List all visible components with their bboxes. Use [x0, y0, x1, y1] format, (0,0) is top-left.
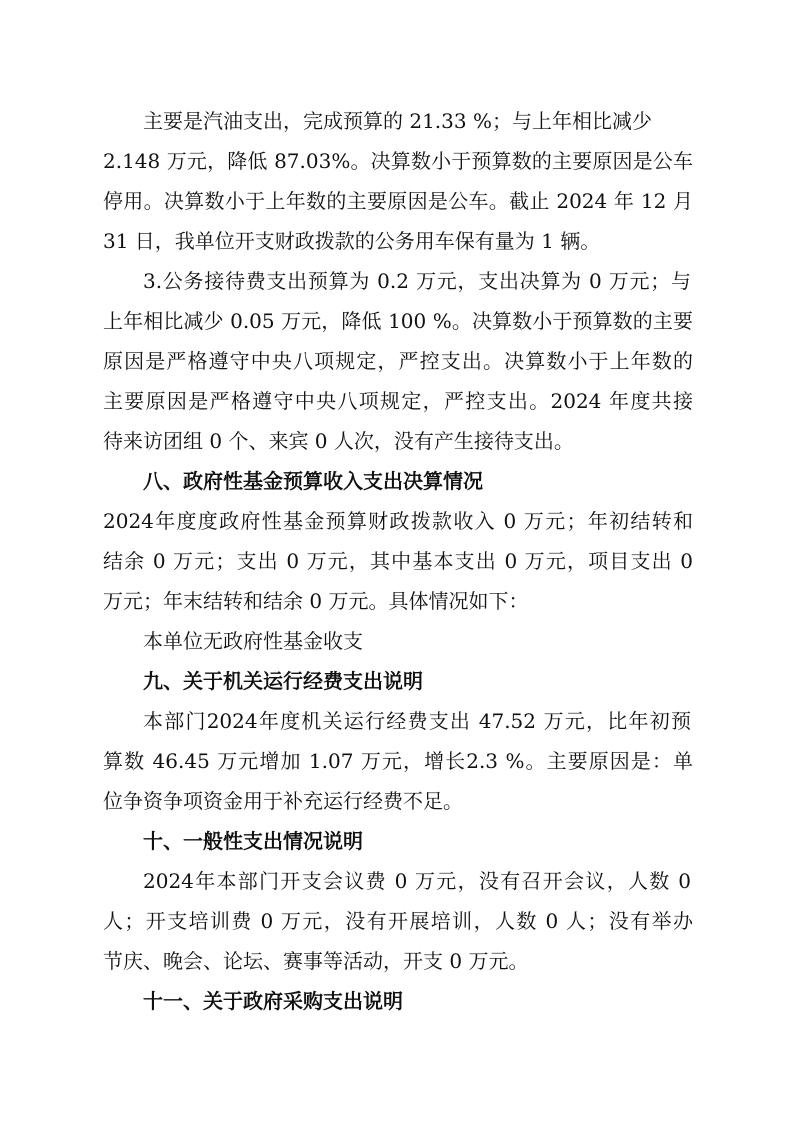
text-line-10: 2024年度度政府性基金预算财政拨款收入 0 万元；年初结转和 — [103, 509, 693, 533]
text-line-12: 万元；年末结转和结余 0 万元。具体情况如下： — [103, 589, 529, 613]
text-line-16: 位争资争项资金用于补充运行经费不足。 — [103, 789, 463, 813]
text-line-18: 人；开支培训费 0 万元，没有开展培训，人数 0 人；没有举办 — [103, 909, 693, 933]
section-heading-9: 九、关于机关运行经费支出说明 — [143, 669, 423, 693]
text-line-7: 原因是严格遵守中央八项规定，严控支出。决算数小于上年数的 — [103, 349, 693, 373]
text-line-4: 31 日，我单位开支财政拨款的公务用车保有量为 1 辆。 — [103, 229, 601, 253]
text-line-8: 主要原因是严格遵守中央八项规定，严控支出。2024 年度共接 — [103, 389, 693, 413]
text-line-17: 2024年本部门开支会议费 0 万元，没有召开会议，人数 0 — [143, 869, 691, 893]
text-line-3: 停用。决算数小于上年数的主要原因是公车。截止 2024 年 12 月 — [103, 189, 693, 213]
text-line-13: 本单位无政府性基金收支 — [143, 629, 363, 653]
section-heading-8: 八、政府性基金预算收入支出决算情况 — [143, 469, 483, 493]
text-line-1: 主要是汽油支出，完成预算的 21.33 %；与上年相比减少 — [143, 109, 652, 133]
section-heading-10: 十、一般性支出情况说明 — [143, 829, 363, 853]
text-line-11: 结余 0 万元；支出 0 万元，其中基本支出 0 万元，项目支出 0 — [103, 549, 693, 573]
text-line-14: 本部门2024年度机关运行经费支出 47.52 万元，比年初预 — [143, 709, 691, 733]
text-line-15: 算数 46.45 万元增加 1.07 万元，增长2.3 %。主要原因是：单 — [103, 749, 693, 773]
text-line-19: 节庆、晚会、论坛、赛事等活动，开支 0 万元。 — [103, 949, 529, 973]
text-line-6: 上年相比减少 0.05 万元，降低 100 %。决算数小于预算数的主要 — [103, 309, 693, 333]
text-line-2: 2.148 万元，降低 87.03%。决算数小于预算数的主要原因是公车 — [103, 149, 693, 173]
text-line-9: 待来访团组 0 个、来宾 0 人次，没有产生接待支出。 — [103, 429, 574, 453]
text-line-5: 3.公务接待费支出预算为 0.2 万元，支出决算为 0 万元；与 — [143, 269, 691, 293]
section-heading-11: 十一、关于政府采购支出说明 — [143, 989, 403, 1013]
